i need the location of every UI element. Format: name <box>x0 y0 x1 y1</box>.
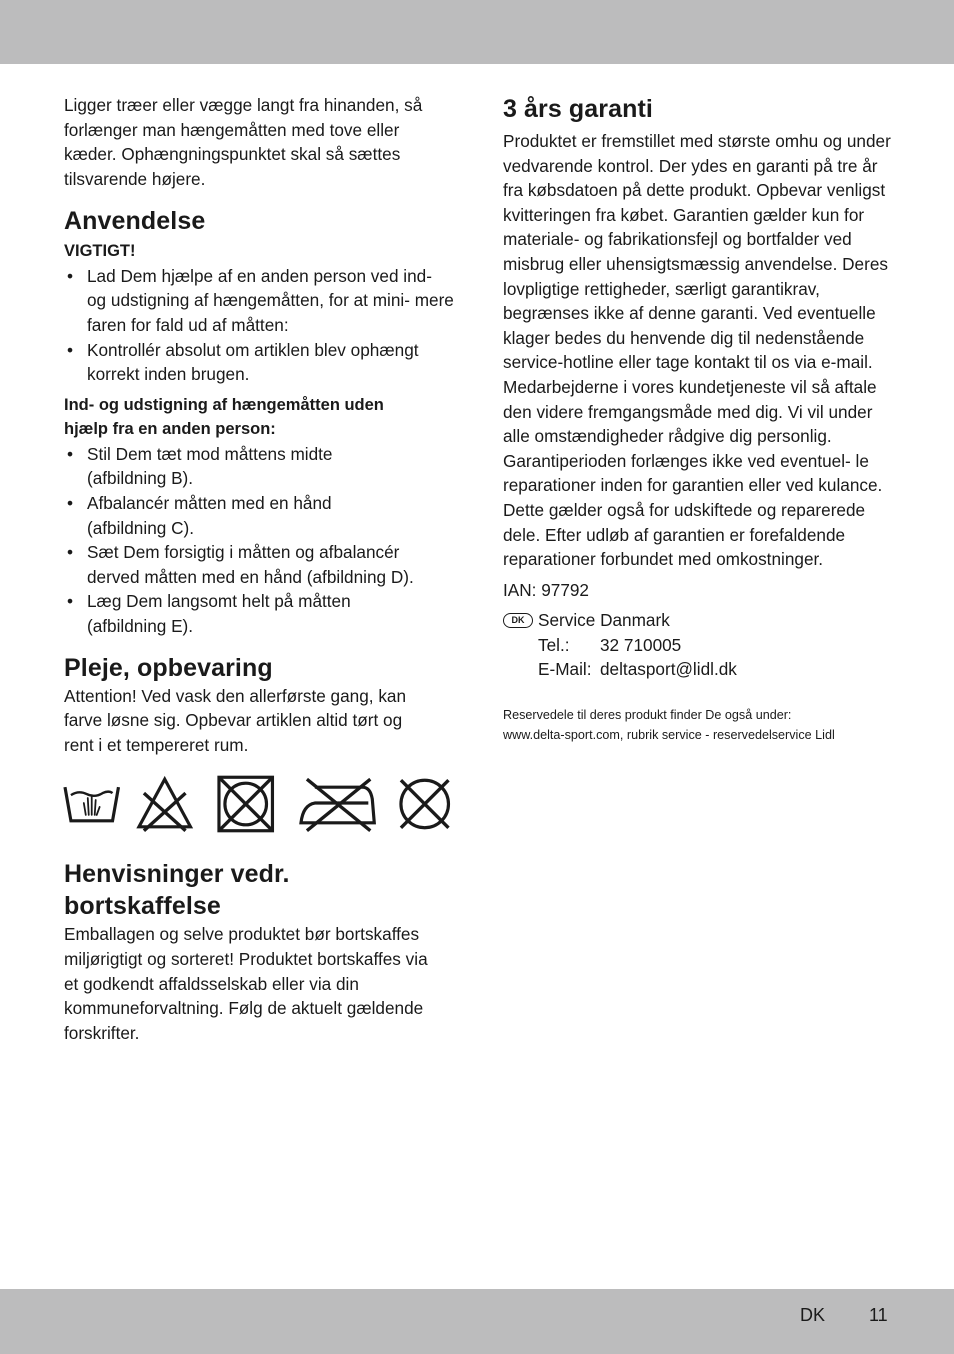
service-phone <box>503 633 903 658</box>
list-item: • Kontrollér absolut om artiklen blev ophængt korrekt inden brugen. <box>64 338 454 387</box>
left-column <box>64 93 454 1045</box>
phone-label: Tel.: <box>538 634 570 655</box>
footer-band <box>0 1289 954 1354</box>
header-band <box>0 0 954 64</box>
language-code: DK <box>800 1305 826 1325</box>
subheading-solo: Ind- og udstigning af hængemåtten uden hjælp fra en anden person: <box>64 395 384 439</box>
important-label: VIGTIGT! <box>64 242 136 261</box>
service-email <box>503 657 903 682</box>
list-item: • Afbalancér måtten med en hånd (afbildning C). <box>64 491 357 540</box>
email-value: deltasport@lidl.dk <box>600 659 737 680</box>
important-list <box>64 264 454 387</box>
heading-line: bortskaffelse <box>64 892 221 921</box>
garanti-heading: 3 års garanti <box>503 95 653 123</box>
no-dry-clean-icon <box>395 774 454 834</box>
spare-parts-link: www.delta-sport.com, rubrik service - reservedelservice Lidl <box>503 727 835 742</box>
garanti-paragraph: Produktet er fremstillet med største omhu og under vedvarende kontrol. Der ydes en garanti på tre år fra købsdatoen på dette produkt. Opbevar venligst kvitteringen fra købet. Garantien gælder kun for materiale- og fabrikationsfejl og bortfalder ved misbrug eller uhensigtsmæssig anvendelse. Deres lovpligtige rettigheder, særligt garantikrav, begrænses ikke af denne garanti. Ved eventuelle klager bedes du henvende dig til nedenstående service-hotline eller tage kontakt til os via e-mail. Medarbejderne i vores kundetjeneste vil så aftale den videre fremgangsmåde med dig. Vi vil under alle omstændigheder rådgive dig personlig. Garantiperioden forlænges ikke ved eventuel- le reparationer inden for garantien eller ved kulance. Dette gælder også for udskiftede og reparerede dele. Efter udløb af garantien er forefaldende reparationer forbundet med omkostninger. <box>503 131 891 570</box>
no-tumble-dry-icon <box>216 774 275 834</box>
no-bleach-icon <box>136 775 193 833</box>
anvendelse-heading: Anvendelse <box>64 207 206 236</box>
list-item: • Læg Dem langsomt helt på måtten (afbildning E). <box>64 589 367 638</box>
pleje-heading: Pleje, opbevaring <box>64 653 273 682</box>
heading-line: Henvisninger vedr. <box>64 860 290 889</box>
page-number: 11 <box>869 1305 888 1325</box>
list-item: • Lad Dem hjælpe af en anden person ved ind- og udstigning af hængemåtten, for at mini- mere faren for fald ud af måtten: <box>64 264 454 338</box>
spare-parts-note <box>503 706 903 745</box>
hand-wash-icon <box>63 781 120 827</box>
service-block <box>503 608 903 682</box>
ian-number: IAN: 97792 <box>503 579 589 600</box>
intro-paragraph: Ligger træer eller vægge langt fra hinanden, så forlænger man hængemåtten med tove eller kæder. Ophængningspunktet skal så sættes tilsvarende højere. <box>64 95 423 189</box>
care-symbols <box>64 773 454 835</box>
email-label: E-Mail: <box>538 659 592 680</box>
pleje-paragraph: Attention! Ved vask den allerførste gang, kan farve løsne sig. Opbevar artiklen altid tørt og rent i et tempereret rum. <box>64 685 407 755</box>
no-ironing-icon <box>299 775 376 833</box>
steps-list <box>64 442 454 639</box>
country-badge: DK <box>503 613 533 628</box>
service-name: Service Danmark <box>538 610 670 631</box>
bortskaffelse-heading <box>64 858 454 922</box>
spare-parts-line: Reservedele til deres produkt finder De også under: <box>503 708 792 723</box>
right-column <box>503 93 903 745</box>
list-item: • Sæt Dem forsigtig i måtten og afbalancér derved måtten med en hånd (afbildning D). <box>64 540 454 589</box>
phone-value: 32 710005 <box>600 634 682 655</box>
list-item: • Stil Dem tæt mod måttens midte (afbildning B). <box>64 442 357 491</box>
bortskaffelse-paragraph: Emballagen og selve produktet bør bortskaffes miljørigtigt og sorteret! Produktet bortskaffes via et godkendt affaldsselskab eller via din kommuneforvaltning. Følg de aktuelt gældende forskrifter. <box>64 924 428 1043</box>
